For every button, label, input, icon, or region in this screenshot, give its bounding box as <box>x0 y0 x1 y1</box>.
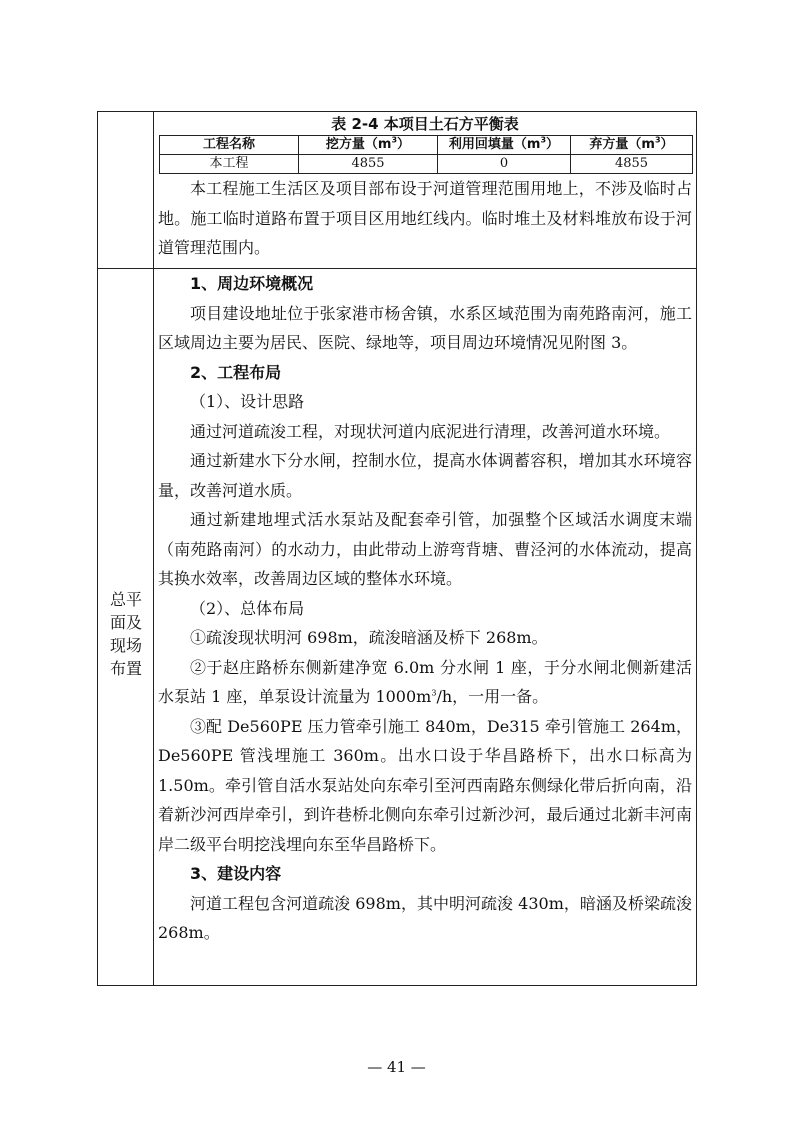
label-line: 布置 <box>109 659 142 678</box>
table-header-row <box>160 136 693 155</box>
cell-spoil: 4855 <box>571 155 693 174</box>
design-paragraph-2: 通过新建水下分水闸，控制水位，提高水体调蓄容积，增加其水环境容量，改善河道水质。 <box>158 451 692 500</box>
header-project-name: 工程名称 <box>160 136 299 155</box>
cell-backfill: 0 <box>438 155 571 174</box>
label-line: 现场 <box>109 636 142 655</box>
table-row <box>160 155 693 174</box>
cell-excavation: 4855 <box>299 155 438 174</box>
page-number: — 41 — <box>367 1058 426 1076</box>
header-backfill: 利用回填量$(m^3)$ <box>438 136 571 155</box>
design-paragraph-3: 通过新建地埋式活水泵站及配套牵引管，加强整个区域活水调度末端（南苑路南河）的水动力，由此带动上游弯背塘、曹泾河的水体流动，提高其换水效率，改善周边区域的整体水环境。 <box>158 510 692 588</box>
section-label <box>100 588 152 680</box>
layout-item-3: ③配 De560PE 压力管牵引施工 840m，De315 牵引管施工 264m，De560PE 管浅埋施工 360m。出水口设于华昌路桥下，出水口标高为 1.50m。牵引管自活水泵站处向东牵引至河西南路东侧绿化带后折向南，沿着新沙河西岸牵引，到许巷桥北侧向东牵引过新沙河，最后通过北新丰河南岸二级平台明挖浅埋向东至华昌路桥下。 <box>158 716 692 854</box>
table-title: 表 2-4 本项目土石方平衡表 <box>331 115 519 133</box>
section1-heading: 1、周边环境概况 <box>190 274 314 293</box>
section3-heading: 3、建设内容 <box>190 864 282 883</box>
section2-heading: 2、工程布局 <box>190 362 282 382</box>
label-line: 面及 <box>109 613 142 632</box>
section1-paragraph: 项目建设地址位于张家港市杨舍镇，水系区域范围为南苑路南河，施工区域周边主要为居民、医院、绿地等，项目周边环境情况见附图 3。 <box>158 303 692 352</box>
column-divider <box>153 111 154 986</box>
layout-subheading: （2）、总体布局 <box>190 598 305 618</box>
earthwork-balance-table <box>159 135 693 174</box>
layout-item-2: ②于赵庄路桥东侧新建净宽 6.0m 分水闸 1 座，于分水闸北侧新建活水泵站 1 座，单泵设计流量为 $1000m^3/h$，一用一备。 <box>158 657 692 706</box>
top-section <box>158 174 692 263</box>
label-line: 总平 <box>109 590 142 609</box>
design-paragraph-1: 通过河道疏浚工程，对现状河道内底泥进行清理，改善河道水环境。 <box>190 421 671 441</box>
header-spoil: 弃方量$(m^3)$ <box>571 136 693 155</box>
layout-item-1: ①疏浚现状明河 698m，疏浚暗涵及桥下 268m。 <box>190 628 548 647</box>
cell-project-name: 本工程 <box>160 155 299 174</box>
section3-paragraph: 河道工程包含河道疏浚 698m，其中明河疏浚 430m，暗涵及桥梁疏浚 268m。 <box>158 893 692 942</box>
design-idea-subheading: （1）、设计思路 <box>190 392 305 411</box>
header-excavation: 挖方量$(m^3)$ <box>299 136 438 155</box>
main-section <box>158 269 692 948</box>
temporary-land-paragraph: 本工程施工生活区及项目部布设于河道管理范围用地上，不涉及临时占地。施工临时道路布置于项目区用地红线内。临时堆土及材料堆放布设于河道管理范围内。 <box>158 179 692 257</box>
